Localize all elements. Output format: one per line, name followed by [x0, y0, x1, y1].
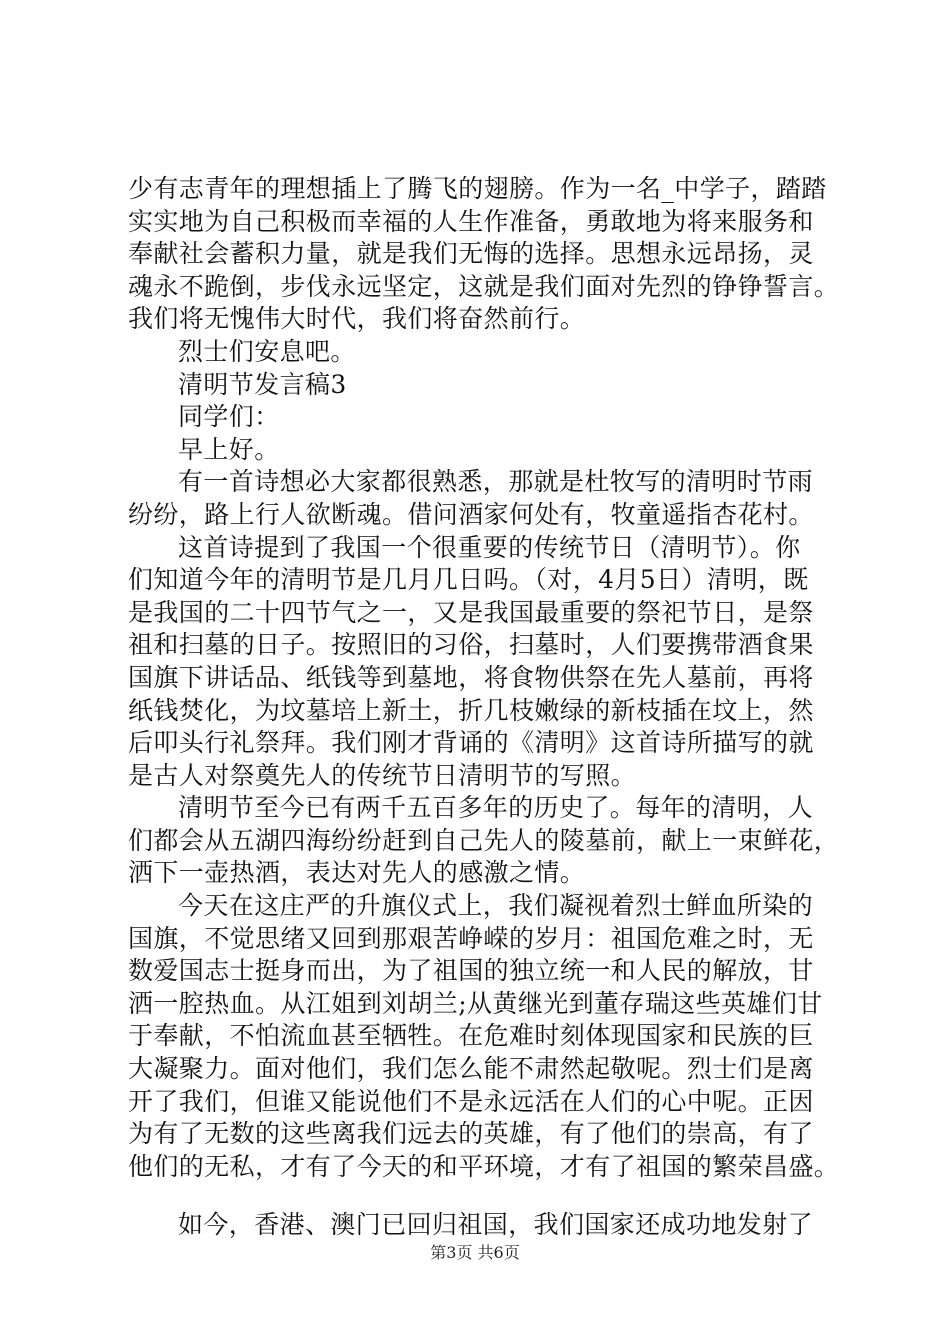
text-line: 奉献社会蓄积力量，就是我们无悔的选择。思想永远昂扬，灵 [128, 239, 814, 269]
section-heading: 清明节发言稿3 [178, 369, 347, 399]
greeting: 早上好。 [178, 434, 280, 464]
text-line: 魂永不跪倒，步伐永远坚定，这就是我们面对先烈的铮铮誓言。 [128, 271, 840, 301]
text-line: 们都会从五湖四海纷纷赶到自己先人的陵墓前，献上一束鲜花， [128, 825, 840, 855]
text-line: 如今，香港、澳门已回归祖国，我们国家还成功地发射了 [178, 1210, 814, 1240]
text-line: 烈士们安息吧。 [178, 336, 356, 366]
text-line: 们知道今年的清明节是几月几日吗。（对，4月5日）清明，既 [128, 565, 809, 595]
paragraph-gap [128, 1183, 840, 1209]
text-line: 国旗下讲话品、纸钱等到墓地，将食物供祭在先人墓前，再将 [128, 662, 814, 692]
text-line: 数爱国志士挺身而出，为了祖国的独立统一和人民的解放，甘 [128, 956, 814, 986]
text-line: 纷纷，路上行人欲断魂。借问酒家何处有，牧童遥指杏花村。 [128, 499, 814, 529]
text-line: 于奉献，不怕流血甚至牺牲。在危难时刻体现国家和民族的巨 [128, 1021, 814, 1051]
page-number: 第3页 共6页 [430, 1243, 520, 1262]
text-line: 少有志青年的理想插上了腾飞的翅膀。作为一名_中学子，踏踏 [128, 174, 827, 203]
text-line: 有一首诗想必大家都很熟悉，那就是杜牧写的清明时节雨 [178, 467, 814, 497]
document-body [128, 173, 840, 1242]
text-line: 国旗，不觉思绪又回到那艰苦峥嵘的岁月：祖国危难之时，无 [128, 923, 814, 953]
text-line: 后叩头行礼祭拜。我们刚才背诵的《清明》这首诗所描写的就 [128, 728, 814, 758]
text-line: 洒下一壶热酒，表达对先人的感激之情。 [128, 858, 586, 888]
text-line: 开了我们，但谁又能说他们不是永远活在人们的心中呢。正因 [128, 1086, 814, 1116]
text-line: 大凝聚力。面对他们，我们怎么能不肃然起敬呢。烈士们是离 [128, 1054, 814, 1084]
text-line: 洒一腔热血。从江姐到刘胡兰;从黄继光到董存瑞这些英雄们甘 [128, 988, 823, 1018]
text-line: 为有了无数的这些离我们远去的英雄，有了他们的崇高，有了 [128, 1119, 814, 1149]
salutation: 同学们： [178, 402, 280, 432]
text-line: 清明节至今已有两千五百多年的历史了。每年的清明，人 [178, 793, 814, 823]
text-line: 我们将无愧伟大时代，我们将奋然前行。 [128, 304, 586, 334]
text-line: 今天在这庄严的升旗仪式上，我们凝视着烈士鲜血所染的 [178, 891, 814, 921]
text-line: 是古人对祭奠先人的传统节日清明节的写照。 [128, 760, 637, 790]
text-line: 这首诗提到了我国一个很重要的传统节日（清明节）。你 [178, 532, 801, 562]
text-line: 祖和扫墓的日子。按照旧的习俗，扫墓时，人们要携带酒食果 [128, 630, 814, 660]
text-line: 实实地为自己积极而幸福的人生作准备，勇敢地为将来服务和 [128, 206, 814, 236]
text-line: 是我国的二十四节气之一，又是我国最重要的祭祀节日，是祭 [128, 597, 814, 627]
text-line: 他们的无私，才有了今天的和平环境，才有了祖国的繁荣昌盛。 [128, 1151, 840, 1181]
text-line: 纸钱焚化，为坟墓培上新土，折几枝嫩绿的新枝插在坟上，然 [128, 695, 814, 725]
